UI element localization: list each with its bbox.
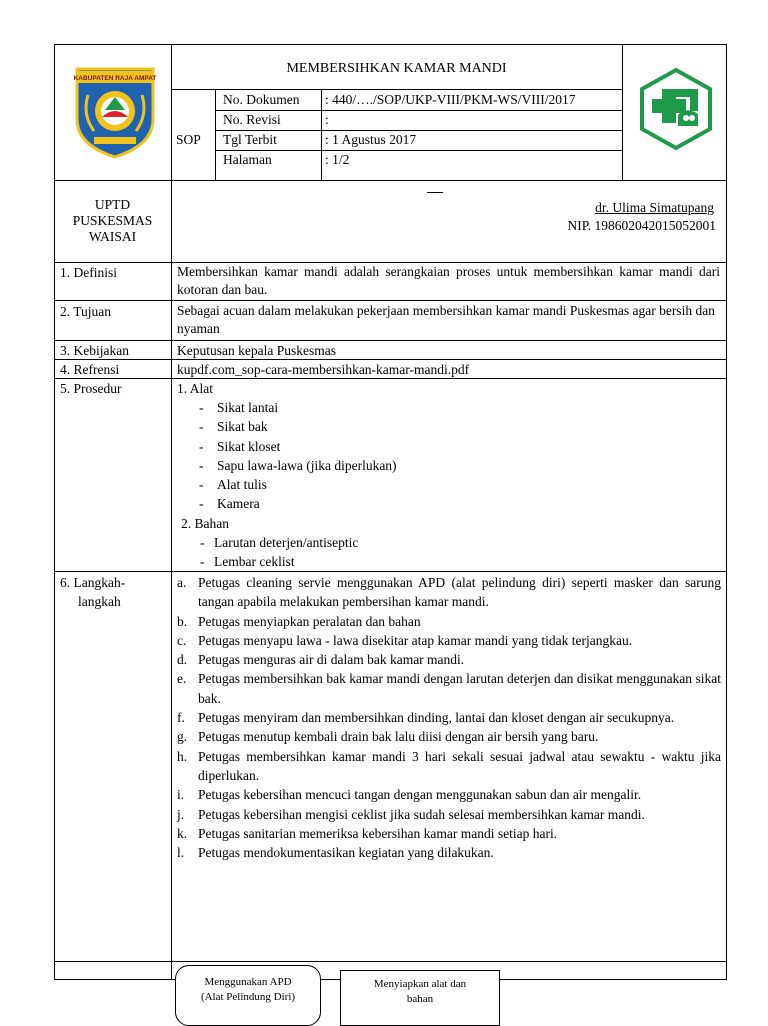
list-item: - Kamera xyxy=(199,496,260,512)
list-item: - Lembar ceklist xyxy=(200,554,295,570)
institution-line-2: PUSKESMAS xyxy=(72,213,153,228)
step-item: e. Petugas membersihkan bak kamar mandi dengan larutan deterjen dan disikat menggunakan sikat bak. xyxy=(177,671,721,706)
steps-list xyxy=(177,573,721,862)
flowchart-box-apd: Menggunakan APD (Alat Pelindung Diri) xyxy=(175,965,321,1026)
field-value-tgl-terbit: : 1 Agustus 2017 xyxy=(325,132,417,147)
bahan-title: 2. Bahan xyxy=(181,516,229,531)
text-refrensi: kupdf.com_sop-cara-membersihkan-kamar-mandi.pdf xyxy=(177,362,470,377)
signatory-name: dr. Ulima Simatupang xyxy=(595,200,714,215)
step-item: g. Petugas menutup kembali drain bak lalu diisi dengan air bersih yang baru. xyxy=(177,729,599,745)
label-kebijakan: 3. Kebijakan xyxy=(60,343,129,358)
step-item: c. Petugas menyapu lawa - lawa disekitar atap kamar mandi yang tidak terjangkau. xyxy=(177,632,633,648)
label-definisi: 1. Definisi xyxy=(60,265,117,280)
institution-name xyxy=(54,197,171,245)
step-item: b. Petugas menyiapkan peralatan dan bahan xyxy=(177,613,421,629)
text-definisi: Membersihkan kamar mandi adalah serangkaian proses untuk membersihkan kamar mandi dari kotoran dan bau. xyxy=(177,264,720,297)
label-langkah: 6. Langkah- langkah xyxy=(60,575,126,609)
document-title: MEMBERSIHKAN KAMAR MANDI xyxy=(286,61,507,76)
field-value-no-dokumen: : 440/…./SOP/UKP-VIII/PKM-WS/VIII/2017 xyxy=(325,92,576,107)
list-item: - Sikat kloset xyxy=(199,438,281,454)
list-item: - Sapu lawa-lawa (jika diperlukan) xyxy=(199,457,397,473)
institution-line-3: WAISAI xyxy=(88,229,137,244)
field-label-no-dokumen: No. Dokumen xyxy=(223,92,300,107)
step-item: k. Petugas sanitarian memeriksa kebersihan kamar mandi setiap hari. xyxy=(177,825,558,841)
label-refrensi: 4. Refrensi xyxy=(60,362,120,377)
label-tujuan: 2. Tujuan xyxy=(60,304,112,319)
field-label-tgl-terbit: Tgl Terbit xyxy=(223,132,277,147)
step-item: f. Petugas menyiram dan membersihkan dinding, lantai dan kloset dengan air secukupnya. xyxy=(177,710,675,726)
step-item: d. Petugas menguras air di dalam bak kamar mandi. xyxy=(177,652,465,668)
institution-line-1: UPTD xyxy=(94,197,131,212)
list-item: - Sikat lantai xyxy=(199,400,279,415)
sop-label: SOP xyxy=(176,132,201,147)
field-value-no-revisi: : xyxy=(325,112,329,127)
step-item: l. Petugas mendokumentasikan kegiatan yang dilakukan. xyxy=(177,845,494,861)
field-label-halaman: Halaman xyxy=(223,152,272,167)
alat-title: 1. Alat xyxy=(177,381,213,396)
list-item: - Larutan deterjen/antiseptic xyxy=(200,535,359,550)
step-item: a. Petugas cleaning servie menggunakan APD (alat pelindung diri) seperti masker dan sarung tangan apabila melakukan pembersihan kamar mandi. xyxy=(177,575,721,610)
list-item: - Alat tulis xyxy=(199,477,267,493)
alat-list xyxy=(199,398,397,514)
signatory-nip: NIP. 198602042015052001 xyxy=(567,218,716,233)
flowchart-box-siapkan-alat: Menyiapkan alat dan bahan xyxy=(340,970,500,1026)
step-item: i. Petugas kebersihan mencuci tangan dengan menggunakan sabun dan air mengalir. xyxy=(177,787,642,803)
regency-emblem-logo xyxy=(72,65,158,159)
step-item: j. Petugas kebersihan mengisi ceklist jika sudah selesai membersihkan kamar mandi. xyxy=(177,806,645,822)
bahan-list xyxy=(200,533,358,572)
list-item: - Sikat bak xyxy=(199,419,268,435)
signature-mark xyxy=(427,192,443,193)
label-prosedur: 5. Prosedur xyxy=(60,381,122,396)
text-tujuan: Sebagai acuan dalam melakukan pekerjaan membersihkan kamar mandi Puskesmas agar bersih dan nyaman xyxy=(177,303,715,336)
step-item: h. Petugas membersihkan kamar mandi 3 hari sekali sesuai jadwal atau sewaktu - waktu jika diperlukan. xyxy=(177,748,721,783)
puskesmas-logo xyxy=(638,66,714,152)
text-kebijakan: Keputusan kepala Puskesmas xyxy=(177,343,336,358)
field-label-no-revisi: No. Revisi xyxy=(223,112,281,127)
svg-text:KABUPATEN RAJA AMPAT: KABUPATEN RAJA AMPAT xyxy=(73,75,157,82)
field-value-halaman: : 1/2 xyxy=(325,152,350,167)
